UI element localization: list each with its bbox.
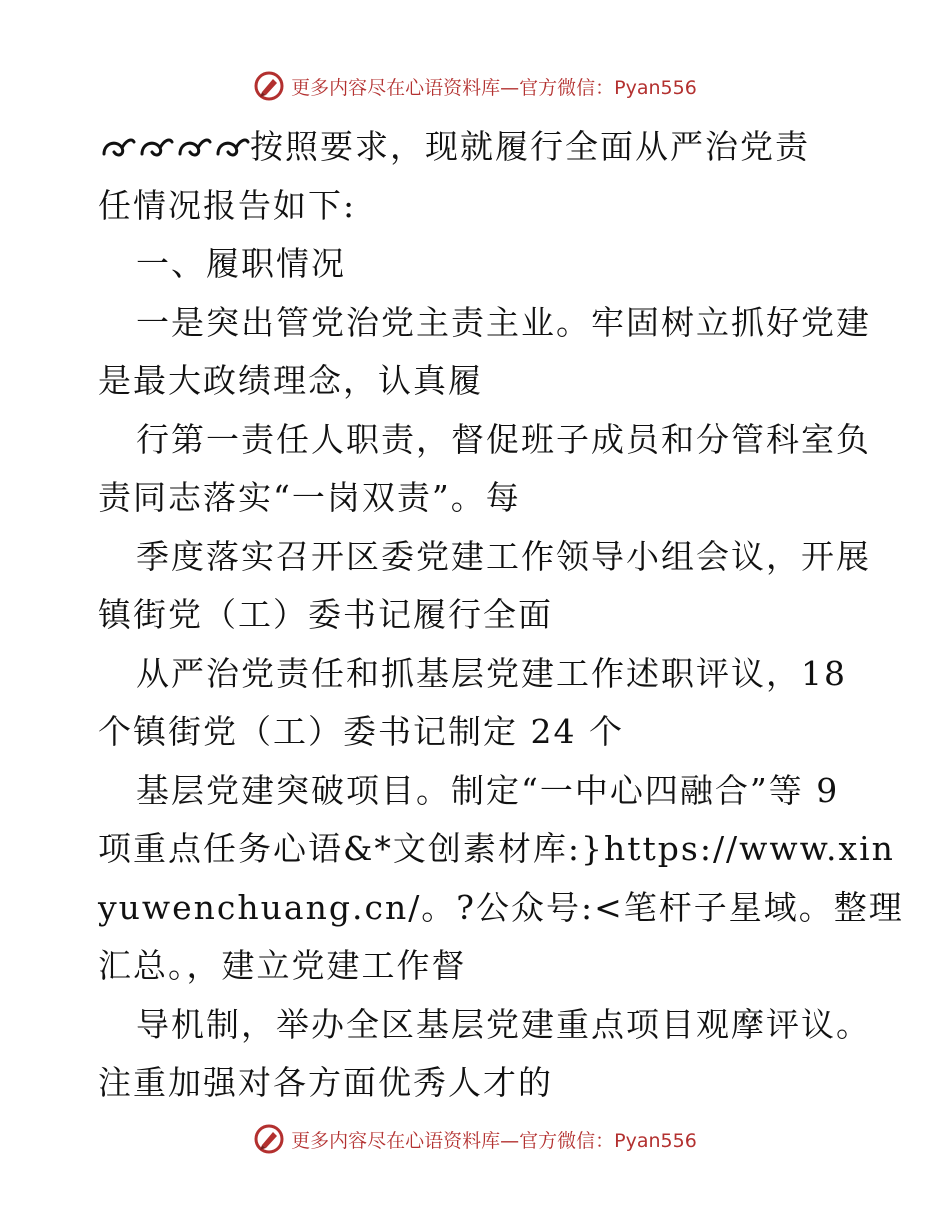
paragraph-line: 注重加强对各方面优秀人才的: [98, 1063, 553, 1102]
paragraph-line: 基层党建突破项目。制定“一中心四融合”等 9: [136, 770, 840, 810]
footer-banner-text: 更多内容尽在心语资料库—官方微信：Pyan556: [291, 1129, 697, 1152]
paragraph-line: 责同志落实“一岗双责”。每: [98, 478, 521, 517]
page-header-banner: [0, 70, 950, 102]
pen-seal-icon: [253, 1123, 285, 1155]
paragraph-line: 是最大政绩理念，认真履: [98, 361, 483, 400]
paragraph-line: yuwenchuang.cn/。?公众号:<笔杆子星域。整理: [98, 887, 904, 927]
paragraph-line: 行第一责任人职责，督促班子成员和分管科室负: [136, 419, 871, 459]
paragraph-line: 个镇街党（工）委书记制定 24 个: [98, 712, 624, 751]
decorative-flourish-icon: [98, 132, 250, 162]
pen-seal-icon: [253, 70, 285, 102]
paragraph-line: 季度落实召开区委党建工作领导小组会议，开展: [136, 536, 871, 576]
paragraph-line: 镇街党（工）委书记履行全面: [98, 595, 553, 634]
document-body: [98, 118, 904, 1113]
paragraph-line: 任情况报告如下:: [98, 185, 357, 225]
paragraph-line: 一是突出管党治党主责主业。牢固树立抓好党建: [136, 302, 871, 342]
section-heading: 一、履职情况: [136, 244, 346, 283]
page-footer-banner: [0, 1123, 950, 1155]
paragraph-line: 从严治党责任和抓基层党建工作述职评议，18: [136, 653, 847, 693]
paragraph-text: 按照要求，现就履行全面从严治党责: [250, 127, 810, 166]
paragraph-line: 汇总。，建立党建工作督: [98, 946, 467, 985]
paragraph-line: 导机制，举办全区基层党建重点项目观摩评议。: [136, 1004, 871, 1044]
paragraph-line: [98, 118, 858, 177]
header-banner-text: 更多内容尽在心语资料库—官方微信：Pyan556: [291, 76, 697, 99]
paragraph-line: 项重点任务心语&*文创素材库:}https://www.xin: [98, 829, 895, 868]
